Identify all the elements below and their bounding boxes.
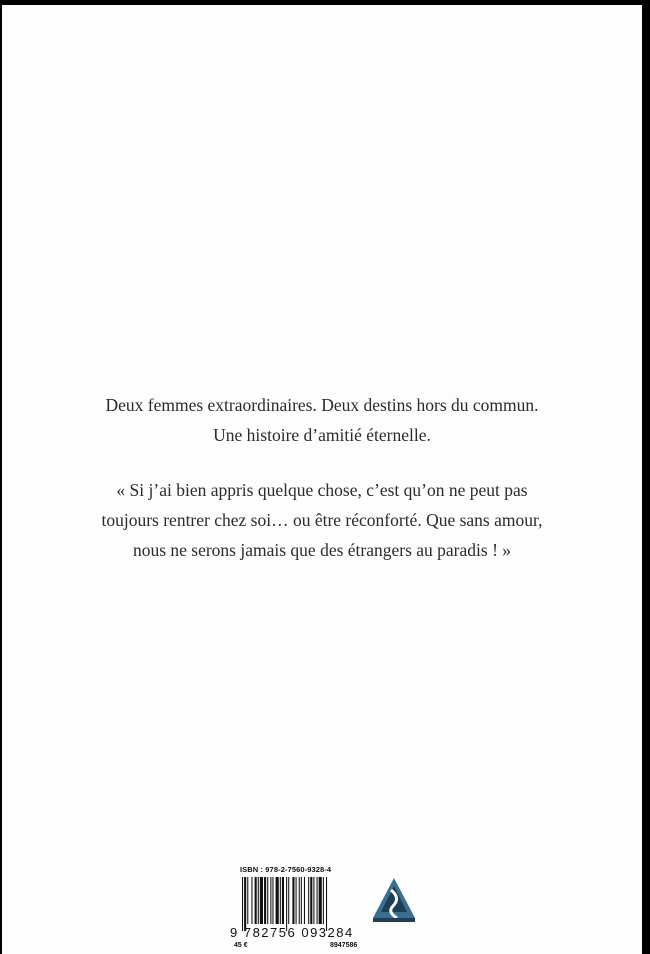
product-code: 8947586 bbox=[330, 942, 358, 949]
publisher-logo-icon bbox=[371, 876, 417, 924]
blurb-line-2: Une histoire d’amitié éternelle. bbox=[213, 425, 431, 445]
blurb-text bbox=[2, 390, 642, 565]
quote-line-3: nous ne serons jamais que des étrangers au paradis ! » bbox=[132, 540, 512, 560]
quote-line-2: toujours rentrer chez soi… ou être réconforté. Que sans amour, bbox=[101, 510, 543, 530]
barcode-digits: 9 782756 093284 bbox=[230, 925, 354, 940]
isbn-label: ISBN : 978-2-7560-9328-4 bbox=[240, 865, 332, 874]
barcode bbox=[240, 877, 360, 931]
blurb-line-1: Deux femmes extraordinaires. Deux destins hors du commun. bbox=[105, 395, 539, 415]
back-cover bbox=[2, 5, 642, 954]
barcode-block bbox=[230, 865, 372, 950]
price-label: 45 € bbox=[234, 942, 248, 949]
quote-line-1: « Si j’ai bien appris quelque chose, c’est qu’on ne peut pas bbox=[116, 480, 528, 500]
